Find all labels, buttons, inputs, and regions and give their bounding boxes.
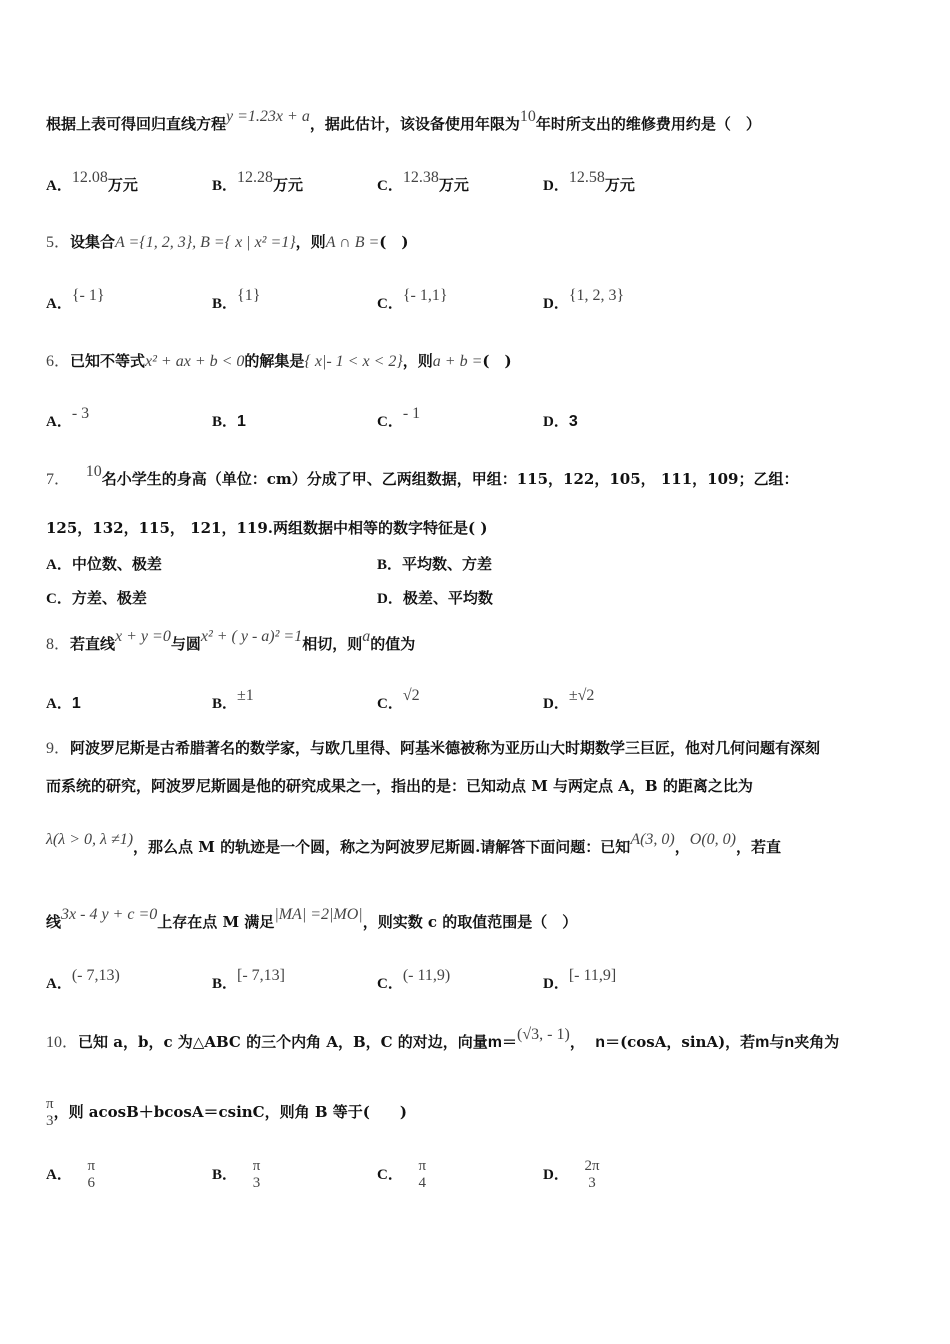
- vector-m: m: [487, 1034, 503, 1051]
- q7-stem-line2: 125，132，115， 121，119.两组数据中相等的数字特征是( ): [46, 519, 488, 537]
- q5-option-a[interactable]: A．{- 1}: [46, 287, 105, 312]
- q9-stem-line1: 9．阿波罗尼斯是古希腊著名的数学家，与欧几里得、阿基米德被称为亚历山大时期数学三巨匠，他对几何问题有深刻: [46, 739, 821, 757]
- q9-stem-line2: 而系统的研究，阿波罗尼斯圆是他的研究成果之一，指出的是：已知动点 M 与两定点 A，B 的距离之比为: [46, 777, 753, 795]
- q4-option-d[interactable]: D．12.58万元: [543, 169, 635, 194]
- ratio-condition: |MA| =2|MO|: [274, 906, 363, 923]
- q10-stem-line2: π 3 ，则 acosB＋bcosA＝csinC，则角 B 等于( ): [46, 1096, 407, 1129]
- q5-option-c[interactable]: C．{- 1,1}: [377, 287, 448, 312]
- q7-option-d[interactable]: D．极差、平均数: [377, 589, 493, 607]
- q6-option-a[interactable]: A．- 3: [46, 405, 90, 430]
- vector-m-value: (√3, - 1): [517, 1026, 570, 1043]
- q5-option-d[interactable]: D．{1, 2, 3}: [543, 287, 625, 312]
- q5-option-b[interactable]: B．{1}: [212, 287, 261, 312]
- q10-option-a[interactable]: A． π 6: [46, 1158, 96, 1191]
- q9-option-b[interactable]: B．[- 7,13]: [212, 967, 285, 992]
- q10-option-d[interactable]: D． 2π 3: [543, 1158, 600, 1191]
- q6-option-d[interactable]: D．3: [543, 413, 578, 430]
- q6-option-b[interactable]: B．1: [212, 413, 246, 430]
- q5-stem: 5．设集合A ={1, 2, 3}, B ={ x | x² =1}，则A ∩ B =( ): [46, 233, 409, 251]
- q8-option-a[interactable]: A．1: [46, 695, 81, 712]
- line-c-equation: 3x - 4 y + c =0: [61, 906, 158, 923]
- q4-option-c[interactable]: C．12.38万元: [377, 169, 469, 194]
- years-value: 10: [519, 108, 536, 125]
- q7-stem-line1: 7． 10名小学生的身高（单位：cm）分成了甲、乙两组数据，甲组：115，122，105， 111，109；乙组：: [46, 463, 799, 488]
- q8-option-c[interactable]: C．√2: [377, 687, 420, 712]
- q6-stem: 6．已知不等式x² + ax + b < 0的解集是{ x|- 1 < x < 2}，则a + b =( ): [46, 352, 512, 370]
- q8-stem: 8．若直线x + y =0与圆x² + ( y - a)² =1相切，则a的值为: [46, 628, 416, 653]
- vector-n: n: [595, 1034, 606, 1051]
- q10-option-c[interactable]: C． π 4: [377, 1158, 427, 1191]
- q4-option-a[interactable]: A．12.08万元: [46, 169, 138, 194]
- q9-option-d[interactable]: D．[- 11,9]: [543, 967, 617, 992]
- q4-stem: 根据上表可得回归直线方程y =1.23x + a，据此估计，该设备使用年限为10年时所支出的维修费用约是（ ）: [46, 108, 761, 133]
- q7-option-a[interactable]: A．中位数、极差: [46, 555, 162, 573]
- lambda-condition: λ(λ > 0, λ ≠1): [46, 831, 134, 848]
- q10-stem-line1: 10．已知 a，b，c 为△ABC 的三个内角 A，B，C 的对边，向量m＝(√3, - 1)， n＝(cosA，sinA)，若m与n夹角为: [46, 1026, 840, 1051]
- angle-fraction: π 3: [46, 1096, 54, 1129]
- q10-option-b[interactable]: B． π 3: [212, 1158, 261, 1191]
- q4-option-b[interactable]: B．12.28万元: [212, 169, 304, 194]
- q9-stem-line3: λ(λ > 0, λ ≠1)，那么点 M 的轨迹是一个圆，称之为阿波罗尼斯圆.请解答下面问题：已知A(3, 0)，O(0, 0)，若直: [46, 831, 781, 856]
- line-equation: x + y =0: [115, 628, 171, 645]
- circle-equation: x² + ( y - a)² =1: [200, 628, 303, 645]
- q7-option-c[interactable]: C．方差、极差: [46, 589, 147, 607]
- student-count: 10: [85, 463, 102, 480]
- solution-set: { x|- 1 < x < 2}: [304, 353, 403, 370]
- q9-option-a[interactable]: A．(- 7,13): [46, 967, 120, 992]
- q6-option-c[interactable]: C．- 1: [377, 405, 421, 430]
- q9-option-c[interactable]: C．(- 11,9): [377, 967, 451, 992]
- q9-stem-line4: 线3x - 4 y + c =0上存在点 M 满足|MA| =2|MO|，则实数 c 的取值范围是（ ）: [46, 906, 578, 931]
- inequality: x² + ax + b < 0: [145, 353, 245, 370]
- regression-equation: y =1.23x + a: [226, 108, 310, 125]
- q8-option-b[interactable]: B．±1: [212, 687, 254, 712]
- q7-option-b[interactable]: B．平均数、方差: [377, 555, 493, 573]
- point-o: O(0, 0): [689, 831, 736, 848]
- point-a: A(3, 0): [630, 831, 675, 848]
- set-definitions: A ={1, 2, 3}, B ={ x | x² =1}: [115, 234, 296, 251]
- q8-option-d[interactable]: D．±√2: [543, 687, 595, 712]
